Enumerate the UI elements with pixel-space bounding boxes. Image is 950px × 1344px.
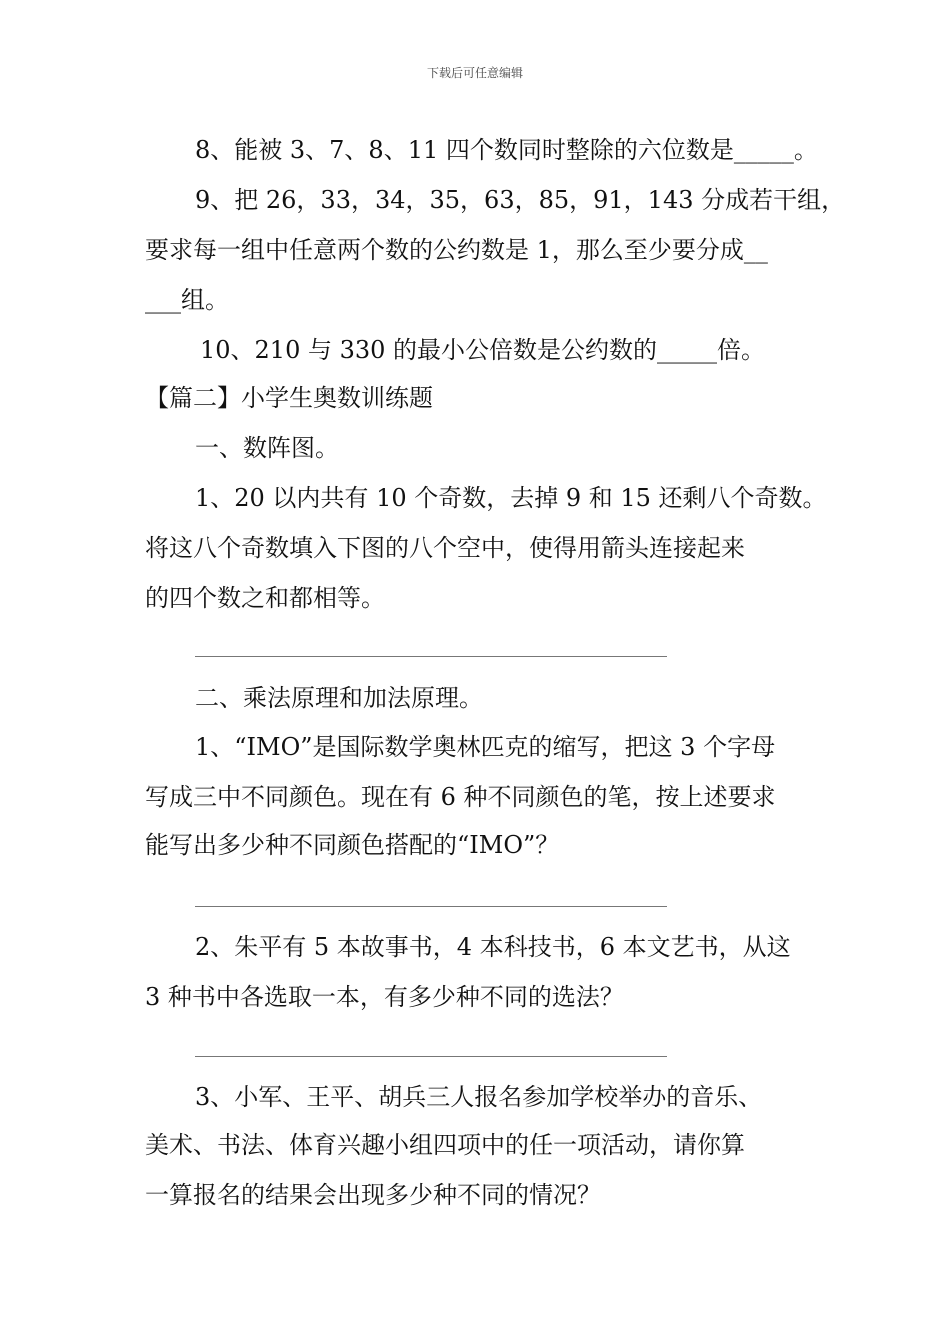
counting-question-3-line-1: 3、小军、王平、胡兵三人报名参加学校举办的音乐、 <box>195 1083 763 1111</box>
array-question-1-line-2: 将这八个奇数填入下图的八个空中，使得用箭头连接起来 <box>145 534 745 562</box>
question-9-line-3: ___组。 <box>145 286 229 314</box>
question-10: 10、210 与 330 的最小公倍数是公约数的_____倍。 <box>200 336 766 364</box>
counting-question-2-line-2: 3 种书中各选取一本，有多少种不同的选法？ <box>145 983 624 1011</box>
question-9-line-2: 要求每一组中任意两个数的公约数是 1，那么至少要分成__ <box>145 236 768 264</box>
answer-rule <box>195 656 667 657</box>
counting-question-1-line-2: 写成三中不同颜色。现在有 6 种不同颜色的笔，按上述要求 <box>145 783 776 811</box>
subheading-counting-principles: 二、乘法原理和加法原理。 <box>195 684 483 712</box>
section-heading-part-two: 【篇二】小学生奥数训练题 <box>145 384 433 412</box>
counting-question-1-line-3: 能写出多少种不同颜色搭配的“IMO”？ <box>145 831 560 859</box>
page-header: 下载后可任意编辑 <box>426 66 523 80</box>
counting-question-3-line-3: 一算报名的结果会出现多少种不同的情况？ <box>145 1181 601 1209</box>
question-8: 8、能被 3、7、8、11 四个数同时整除的六位数是_____。 <box>195 136 818 164</box>
answer-rule <box>195 906 667 907</box>
subheading-number-array: 一、数阵图。 <box>195 434 339 462</box>
question-9-line-1: 9、把 26，33，34，35，63，85，91，143 分成若干组， <box>195 186 846 214</box>
counting-question-1-line-1: 1、“IMO”是国际数学奥林匹克的缩写，把这 3 个字母 <box>195 733 776 761</box>
counting-question-3-line-2: 美术、书法、体育兴趣小组四项中的任一项活动，请你算 <box>145 1131 745 1159</box>
answer-rule <box>195 1056 667 1057</box>
counting-question-2-line-1: 2、朱平有 5 本故事书，4 本科技书，6 本文艺书，从这 <box>195 933 791 961</box>
array-question-1-line-3: 的四个数之和都相等。 <box>145 584 385 612</box>
array-question-1-line-1: 1、20 以内共有 10 个奇数，去掉 9 和 15 还剩八个奇数。 <box>195 484 827 512</box>
